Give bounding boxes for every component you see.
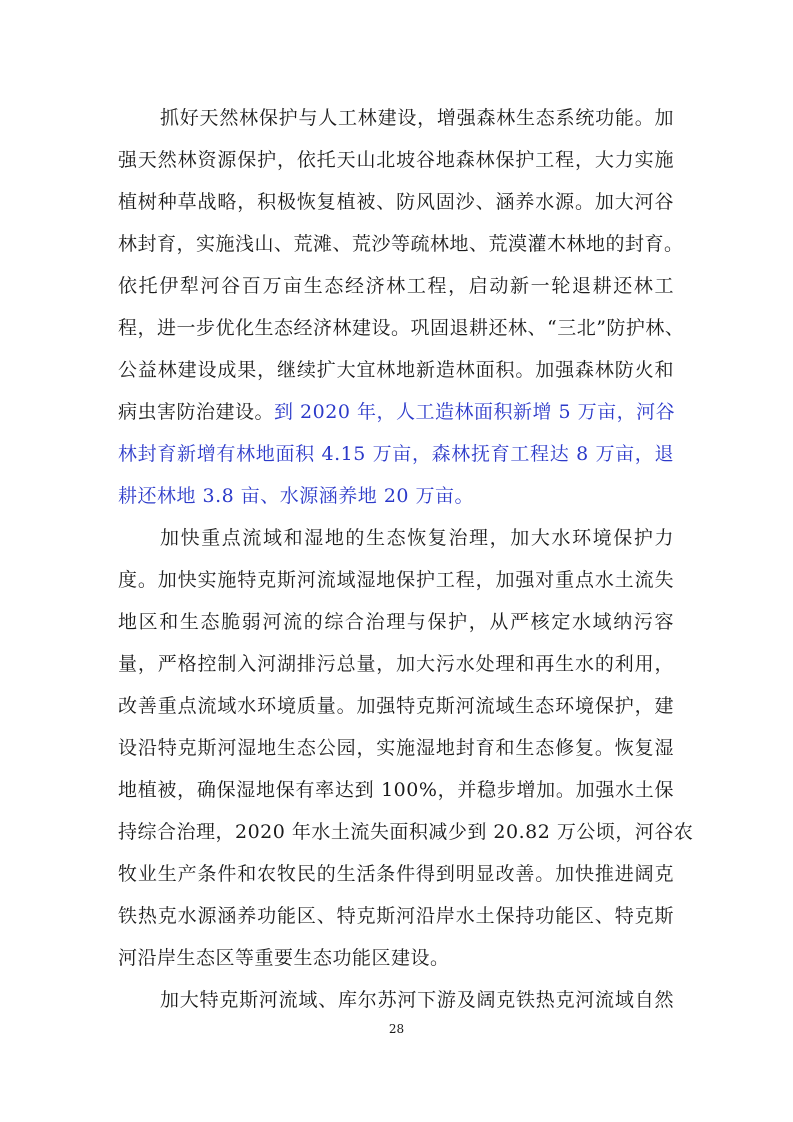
paragraph-1-line-3: 植树种草战略，积极恢复植被、防风固沙、涵养水源。加大河谷 [118, 191, 674, 213]
paragraph-2-line-6: 设沿特克斯河湿地生态公园，实施湿地封育和生态修复。恢复湿 [118, 737, 674, 759]
paragraph-1-blue-line-2: 耕还林地 3.8 亩、水源涵养地 20 万亩。 [118, 485, 475, 507]
paragraph-3-line-1: 加大特克斯河流域、库尔苏河下游及阔克铁热克河流域自然 [160, 989, 674, 1011]
paragraph-2-line-1: 加快重点流域和湿地的生态恢复治理，加大水环境保护力 [160, 527, 674, 549]
paragraph-1-line-8-black: 病虫害防治建设。 [118, 401, 275, 423]
paragraph-1-line-8 [118, 400, 674, 424]
paragraph-2-line-4: 量，严格控制入河湖排污总量，加大污水处理和再生水的利用， [118, 653, 674, 675]
paragraph-2-line-8: 持综合治理，2020 年水土流失面积减少到 20.82 万公顷，河谷农 [118, 821, 694, 843]
paragraph-1-line-8-blue: 到 2020 年，人工造林面积新增 5 万亩，河谷 [274, 401, 676, 423]
paragraph-2-line-2: 度。加快实施特克斯河流域湿地保护工程，加强对重点水土流失 [118, 569, 674, 591]
paragraph-2-line-7: 地植被，确保湿地保有率达到 100%，并稳步增加。加强水土保 [118, 779, 674, 801]
paragraph-1-line-2: 强天然林资源保护，依托天山北坡谷地森林保护工程，大力实施 [118, 149, 674, 171]
paragraph-2-line-3: 地区和生态脆弱河流的综合治理与保护，从严核定水域纳污容 [118, 611, 674, 633]
paragraph-1-line-1: 抓好天然林保护与人工林建设，增强森林生态系统功能。加 [160, 107, 674, 129]
paragraph-1-line-4: 林封育，实施浅山、荒滩、荒沙等疏林地、荒漠灌木林地的封育。 [118, 233, 684, 255]
paragraph-2-line-9: 牧业生产条件和农牧民的生活条件得到明显改善。加快推进阔克 [118, 863, 674, 885]
paragraph-1-line-7: 公益林建设成果，继续扩大宜林地新造林面积。加强森林防火和 [118, 359, 674, 381]
paragraph-2-line-11: 河沿岸生态区等重要生态功能区建设。 [118, 947, 450, 969]
paragraph-2-line-5: 改善重点流域水环境质量。加强特克斯河流域生态环境保护，建 [118, 695, 674, 717]
paragraph-1-line-6: 程，进一步优化生态经济林建设。巩固退耕还林、“三北”防护林、 [118, 317, 685, 339]
paragraph-2-line-10: 铁热克水源涵养功能区、特克斯河沿岸水土保持功能区、特克斯 [118, 905, 674, 927]
paragraph-1-line-5: 依托伊犁河谷百万亩生态经济林工程，启动新一轮退耕还林工 [118, 275, 674, 297]
page-number: 28 [388, 1022, 405, 1036]
paragraph-1-blue-line-1: 林封育新增有林地面积 4.15 万亩，森林抚育工程达 8 万亩，退 [118, 443, 674, 465]
